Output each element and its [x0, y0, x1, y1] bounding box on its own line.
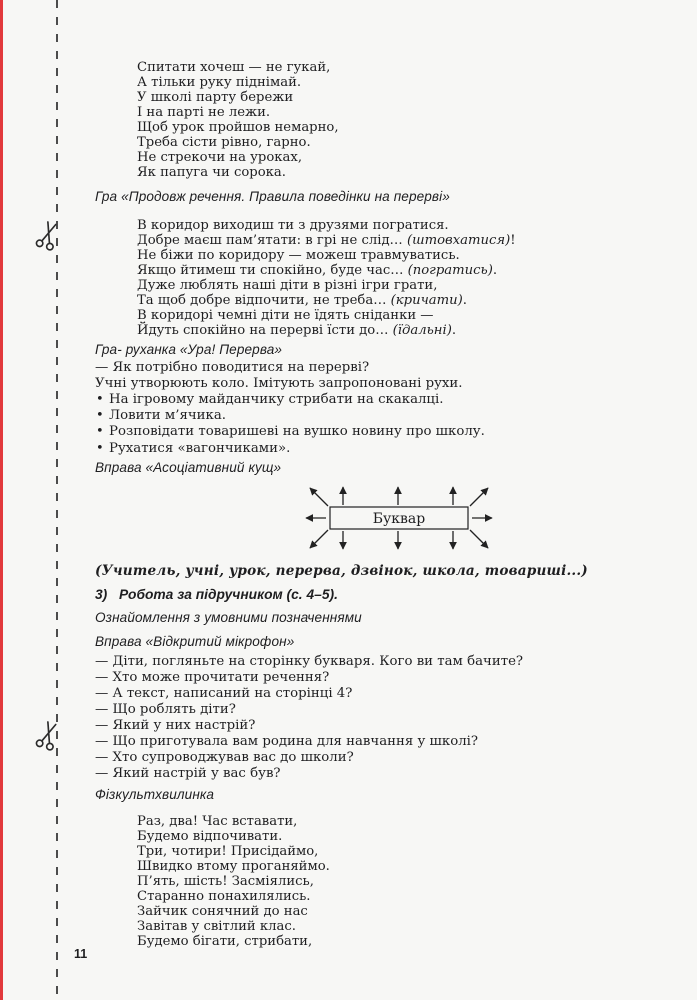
bullet-item: • На ігровому майданчику стрибати на скакалці.: [109, 392, 665, 408]
question-line: — Хто супроводжував вас до школи?: [95, 750, 354, 766]
scissors-icon: [35, 221, 60, 252]
movement-bullet-list: [109, 392, 665, 457]
poem-line: Три, чотири! Присідаймо,: [137, 843, 319, 859]
poem-line: У школі парту бережи: [137, 90, 294, 105]
poem-line: А тільки руку піднімай.: [137, 75, 302, 90]
page-edge-stripe: [0, 0, 3, 1000]
question-line: — Хто може прочитати речення?: [95, 669, 330, 685]
poem-line: І на парті не лежи.: [137, 105, 271, 120]
classroom-rules-poem: [137, 60, 665, 180]
poem-line: Не стрекочи на уроках,: [137, 150, 303, 165]
poem-line: Старанно понахилялись.: [137, 888, 311, 904]
question-line: — Діти, погляньте на сторінку букваря. Кого ви там бачите?: [95, 653, 524, 669]
cut-dashed-line: [56, 0, 58, 1000]
warmup-poem: [137, 814, 665, 949]
exercise2-heading: Вправа «Відкритий мікрофон»: [95, 633, 295, 649]
poem-line: Не біжи по коридору — можеш травмуватись.: [137, 248, 460, 263]
poem-line: Треба сісти рівно, гарно.: [137, 135, 311, 150]
poem-line: Зайчик сонячний до нас: [137, 903, 308, 919]
poem-line: Будемо відпочивати.: [137, 828, 283, 844]
question-line: — Який настрій у вас був?: [95, 766, 281, 782]
association-words-caption: (Учитель, учні, урок, перерва, дзвінок, школа, товариші...): [95, 562, 588, 579]
poem-line: Щоб урок пройшов немарно,: [137, 120, 339, 135]
question-line: — А текст, написаний на сторінці 4?: [95, 686, 353, 701]
game1-heading: Гра «Продовж речення. Правила поведінки на перерві»: [95, 189, 450, 204]
question-line: — Що роблять діти?: [95, 702, 236, 718]
poem-line: Спитати хочеш — не гукай,: [137, 60, 331, 75]
poem-line: В коридор виходиш ти з друзями погратися.: [137, 218, 449, 233]
bullet-item: • Рухатися «вагончиками».: [109, 441, 665, 457]
lesson-content: [95, 0, 665, 949]
open-microphone-questions: [95, 654, 665, 783]
exercise1-heading: Вправа «Асоціативний кущ»: [95, 459, 282, 475]
subheading-signs: Ознайомлення з умовними позначеннями: [95, 609, 362, 625]
game2-note: Учні утворюють коло. Імітують запропоновані рухи.: [95, 376, 463, 391]
poem-line: П’ять, шість! Засміялись,: [137, 873, 314, 889]
page-number: 11: [74, 947, 88, 961]
poem-line: В коридорі чемні діти не їдять сніданки —: [137, 308, 434, 323]
bullet-item: • Ловити м’ячика.: [109, 408, 665, 424]
poem-line: Дуже люблять наші діти в різні ігри грати,: [137, 278, 438, 293]
scissors-icon: [35, 721, 60, 752]
poem-line: Якщо йтимеш ти спокійно, буде час… (погратись).: [137, 263, 498, 278]
heading-number: 3): [95, 586, 108, 602]
game2-heading: Гра- руханка «Ура! Перерва»: [95, 342, 283, 357]
continue-sentence-poem: [137, 218, 665, 338]
diagram-box-label: Буквар: [372, 510, 426, 527]
poem-line: Добре маєш пам’ятати: в грі не слід… (штовхатися)!: [137, 233, 516, 248]
poem-line: Завітав у світлий клас.: [137, 918, 296, 934]
numbered-heading: [95, 586, 665, 603]
poem-line: Швидко втому проганяймо.: [137, 858, 330, 874]
poem-line: Раз, два! Час вставати,: [137, 813, 298, 829]
poem-line: Та щоб добре відпочити, не треба… (кричати).: [137, 293, 467, 308]
question-line: — Що приготувала вам родина для навчання у школі?: [95, 734, 479, 750]
poem-line: Будемо бігати, стрибати,: [137, 933, 313, 949]
poem-line: Йдуть спокійно на перерві їсти до… (їдальні).: [137, 323, 457, 338]
game2-question: — Як потрібно поводитися на перерві?: [95, 360, 370, 375]
warmup-heading: Фізкультхвилинка: [95, 786, 215, 802]
heading-text: Робота за підручником (с. 4–5).: [119, 586, 338, 602]
question-line: — Який у них настрій?: [95, 718, 256, 734]
bullet-item: • Розповідати товаришеві на вушко новину про школу.: [109, 424, 665, 440]
association-diagram: [294, 482, 506, 554]
poem-line: Як папуга чи сорока.: [137, 165, 286, 180]
